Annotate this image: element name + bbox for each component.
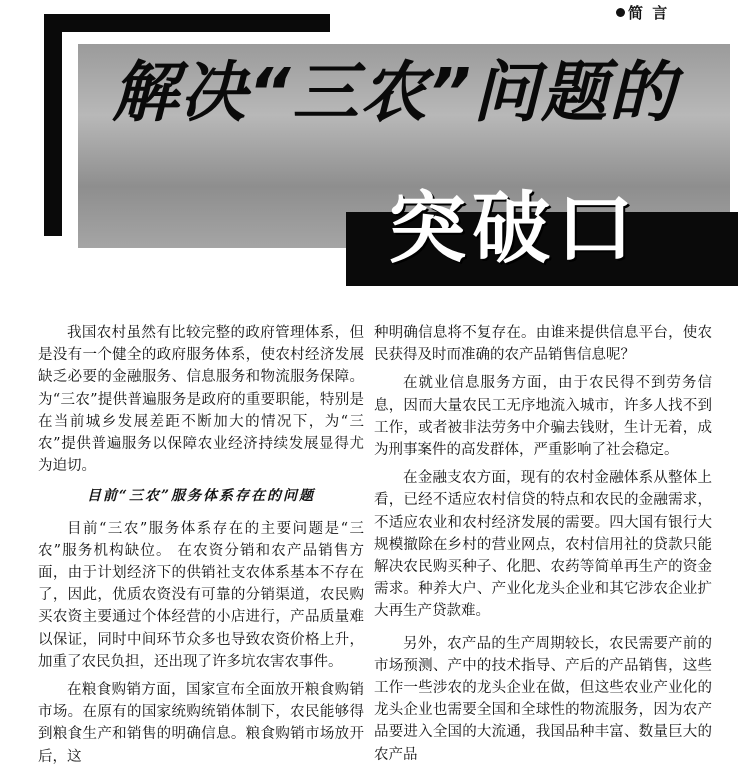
paragraph: 我国农村虽然有比较完整的政府管理体系，但是没有一个健全的政府服务体系，使农村经济发展缺乏必要的金融服务、信息服务和物流服务保障。为“三农”提供普遍服务是政府的重要职能，特别是在当前城乡发展差距不断加大的情况下，为“三农”提供普遍服务以保障农业经济持续发展显得尤为迫切。	[38, 325, 364, 475]
right-column	[374, 322, 712, 772]
paragraph: 在金融支农方面，现有的农村金融体系从整体上看，已经不适应农村信贷的特点和农民的金融需求，不适应农业和农村经济发展的需要。四大国有银行大规模撤除在乡村的营业网点，农村信用社的贷款只能解决农民购买种子、化肥、农药等简单再生产的资金需求。种养大户、产业化龙头企业和其它涉农企业扩大再生产贷款难。	[374, 470, 712, 620]
paragraph-continued: 种明确信息将不复存在。由谁来提供信息平台，使农民获得及时而准确的农产品销售信息呢？	[374, 325, 712, 364]
section-heading: 目前“三农”服务体系存在的问题	[86, 488, 316, 505]
author-byline	[616, 2, 669, 23]
left-column	[38, 322, 364, 774]
article-title-line1: 解决“三农”问题的	[112, 54, 678, 131]
author-name: 简 言	[628, 4, 670, 22]
header-frame-top-bar	[44, 14, 330, 32]
article-title-line2: 突破口	[388, 184, 641, 274]
paragraph: 目前“三农”服务体系存在的主要问题是“三农”服务机构缺位。 在农资分销和农产品销售方面，由于计划经济下的供销社支农体系基本不存在了，因此，优质农资没有可靠的分销渠道，农民购买农资主要通过个体经营的小店进行，产品质量难以保证，同时中间环节众多也导致农资价格上升，加重了农民负担，还出现了许多坑农害农事件。	[38, 520, 364, 670]
header-frame-left-bar	[44, 14, 62, 236]
paragraph: 在粮食购销方面，国家宣布全面放开粮食购销市场。在原有的国家统购统销体制下，农民能够得到粮食生产和销售的明确信息。粮食购销市场放开后，这	[38, 682, 364, 765]
paragraph: 另外，农产品的生产周期较长，农民需要产前的市场预测、产中的技术指导、产后的产品销售，这些工作一些涉农的龙头企业在做，但这些农业产业化的龙头企业也需要全国和全球性的物流服务，因为农产品要进入全国的大流通，我国品种丰富、数量巨大的农产品	[374, 635, 712, 763]
bullet-dot-icon	[616, 8, 625, 17]
paragraph: 在就业信息服务方面，由于农民得不到劳务信息，因而大量农民工无序地流入城市，许多人找不到工作，或者被非法劳务中介骗去钱财，生计无着，成为刑事案件的高发群体，严重影响了社会稳定。	[374, 375, 712, 459]
